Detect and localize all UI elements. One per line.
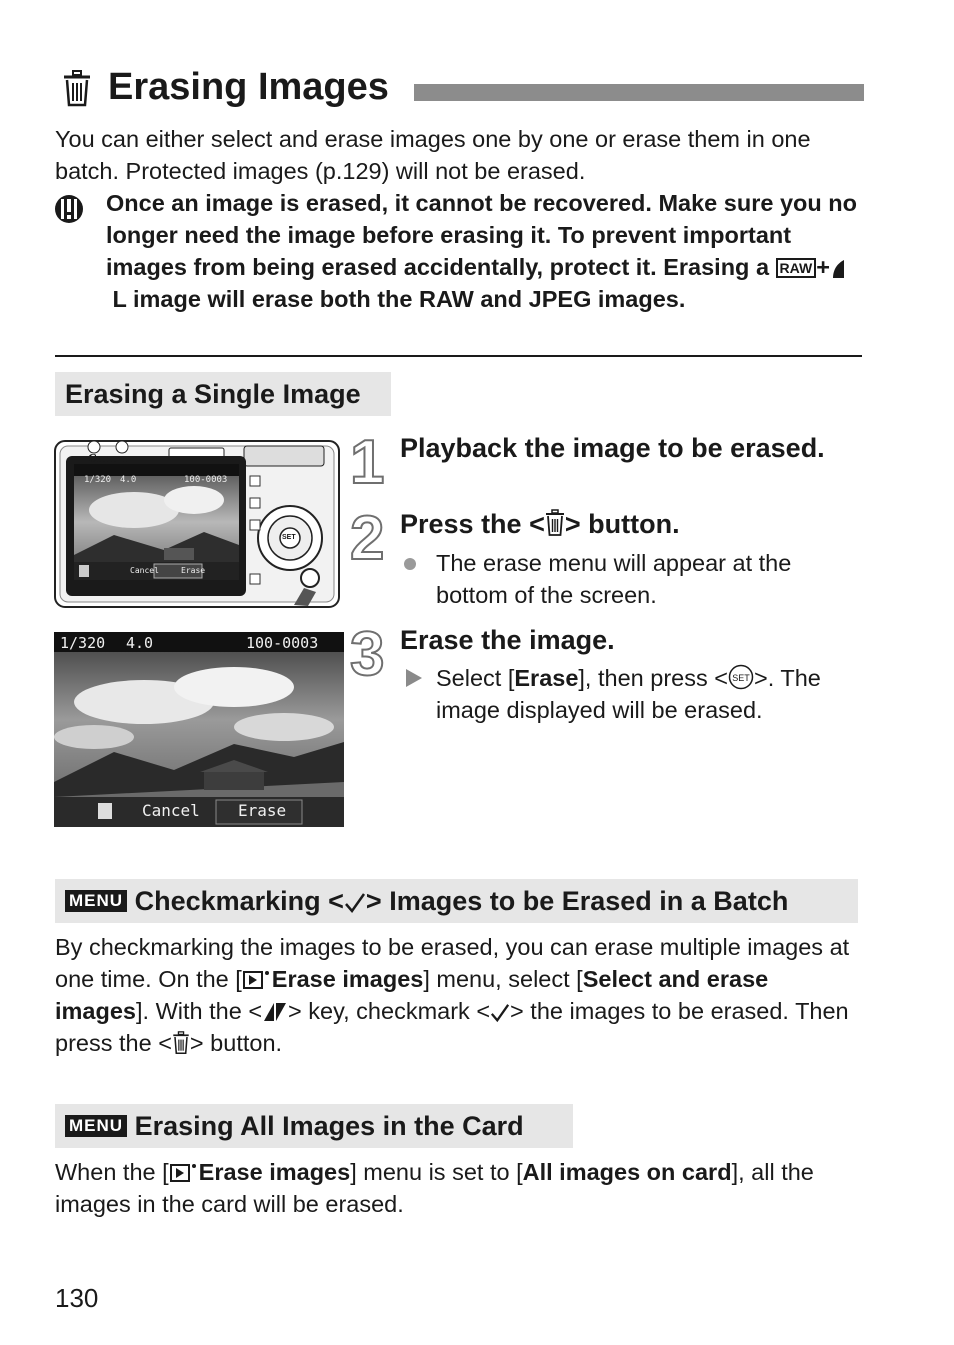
step-number-3: 3 bbox=[350, 620, 385, 689]
step-2-title-pre: Press the < bbox=[400, 509, 545, 539]
batch-menu-name: Erase images bbox=[271, 966, 424, 992]
trash-icon bbox=[62, 70, 92, 108]
bullet-dot bbox=[404, 558, 416, 570]
camera-brand: Canon bbox=[88, 452, 128, 465]
page-title: Erasing Images bbox=[108, 66, 389, 108]
step-3-body-post: >. The image displayed will be erased. bbox=[436, 665, 821, 723]
lcd-shutter: 1/320 bbox=[60, 634, 106, 652]
step-3-body-pre: Select [ bbox=[436, 665, 515, 691]
lcd-photo bbox=[54, 632, 344, 827]
checkmark-icon bbox=[490, 1003, 510, 1023]
batch-t4: > key, checkmark < bbox=[288, 998, 491, 1024]
lcd-screen-illustration bbox=[54, 632, 344, 827]
step-3-body bbox=[436, 662, 861, 726]
caution-text bbox=[106, 187, 866, 315]
trash-icon bbox=[545, 509, 565, 537]
all-t2: ] menu is set to [ bbox=[350, 1159, 523, 1185]
batch-heading-pre: Checkmarking < bbox=[134, 886, 344, 916]
quality-label: L bbox=[112, 286, 127, 312]
lcd-aperture: 4.0 bbox=[126, 634, 154, 652]
arrow-icon bbox=[406, 669, 422, 687]
step-2-title bbox=[400, 509, 680, 540]
batch-t3: ]. With the < bbox=[136, 998, 263, 1024]
batch-t1: By checkmarking the images to be erased, you can erase multiple images at one time. On the [ bbox=[55, 934, 850, 992]
camera-set-button: SET bbox=[282, 534, 296, 541]
svg-text:SET: SET bbox=[732, 673, 750, 683]
fine-quality-icon bbox=[830, 259, 846, 279]
step-3-title: Erase the image. bbox=[400, 625, 615, 655]
section-heading-single: Erasing a Single Image bbox=[55, 372, 391, 416]
caution-line1: Once an image is erased, it cannot be recovered. Make sure you no longer need the image before erasing it. To prevent important images from being erased accidentally, protect it. bbox=[106, 190, 857, 280]
batch-heading-post: > Images to be Erased in a Batch bbox=[365, 886, 789, 916]
camera-shutter: 1/320 bbox=[84, 475, 112, 485]
step-number-1: 1 bbox=[350, 428, 385, 497]
menu-badge: MENU bbox=[65, 1115, 127, 1137]
all-body-text bbox=[55, 1156, 863, 1220]
camera-erase-label: Erase bbox=[181, 566, 206, 575]
divider bbox=[55, 355, 862, 357]
title-bar bbox=[414, 84, 864, 101]
all-t3: ], all the images in the card will be erased. bbox=[55, 1159, 814, 1217]
all-menu-name: Erase images bbox=[198, 1159, 351, 1185]
section-heading-all bbox=[55, 1104, 573, 1148]
lcd-cancel-option[interactable]: Cancel bbox=[142, 801, 200, 820]
lcd-file-number: 100-0003 bbox=[246, 634, 319, 652]
batch-t2: ] menu, select [ bbox=[423, 966, 583, 992]
batch-option: Select and erase images bbox=[55, 966, 769, 1024]
trash-icon bbox=[172, 1031, 190, 1055]
caution-icon bbox=[54, 194, 84, 224]
all-heading: Erasing All Images in the Card bbox=[134, 1111, 524, 1141]
section-heading-batch bbox=[55, 879, 858, 923]
plus-sign: + bbox=[816, 254, 830, 280]
all-t1: When the [ bbox=[55, 1159, 169, 1185]
menu-badge: MENU bbox=[65, 890, 127, 912]
playback-menu-icon bbox=[242, 969, 272, 991]
checkmark-icon bbox=[344, 892, 366, 914]
set-button-icon bbox=[728, 664, 754, 690]
caution-line2b: image will erase both the RAW and JPEG images. bbox=[133, 286, 686, 312]
title-row bbox=[56, 62, 864, 112]
raw-icon: RAW bbox=[776, 258, 817, 278]
step-3-erase-option: Erase bbox=[514, 665, 579, 691]
up-down-key-icon bbox=[262, 1001, 288, 1023]
batch-t5: > the images to be erased. Then press the < bbox=[55, 998, 849, 1056]
step-1-title: Playback the image to be erased. bbox=[400, 433, 825, 463]
camera-aperture: 4.0 bbox=[120, 475, 137, 485]
caution-line2a: Erasing a bbox=[663, 254, 770, 280]
batch-body-text bbox=[55, 931, 863, 1059]
intro-text: You can either select and erase images one by one or erase them in one batch. Protected images (p.129) will not be erased. bbox=[55, 126, 811, 184]
batch-t6: > button. bbox=[189, 1030, 283, 1056]
lcd-erase-option[interactable]: Erase bbox=[238, 801, 287, 820]
all-option: All images on card bbox=[522, 1159, 732, 1185]
camera-cancel-label: Cancel bbox=[130, 566, 159, 575]
step-2-bullet: The erase menu will appear at the bottom of the screen. bbox=[436, 550, 792, 608]
camera-file-number: 100-0003 bbox=[184, 475, 228, 485]
step-number-2: 2 bbox=[350, 504, 385, 573]
step-2-title-post: > button. bbox=[564, 509, 680, 539]
step-3-body-mid: ], then press < bbox=[578, 665, 728, 691]
playback-menu-icon bbox=[169, 1162, 199, 1184]
camera-back-drawing bbox=[54, 440, 340, 608]
camera-back-illustration bbox=[54, 440, 340, 608]
page-number: 130 bbox=[55, 1283, 99, 1313]
